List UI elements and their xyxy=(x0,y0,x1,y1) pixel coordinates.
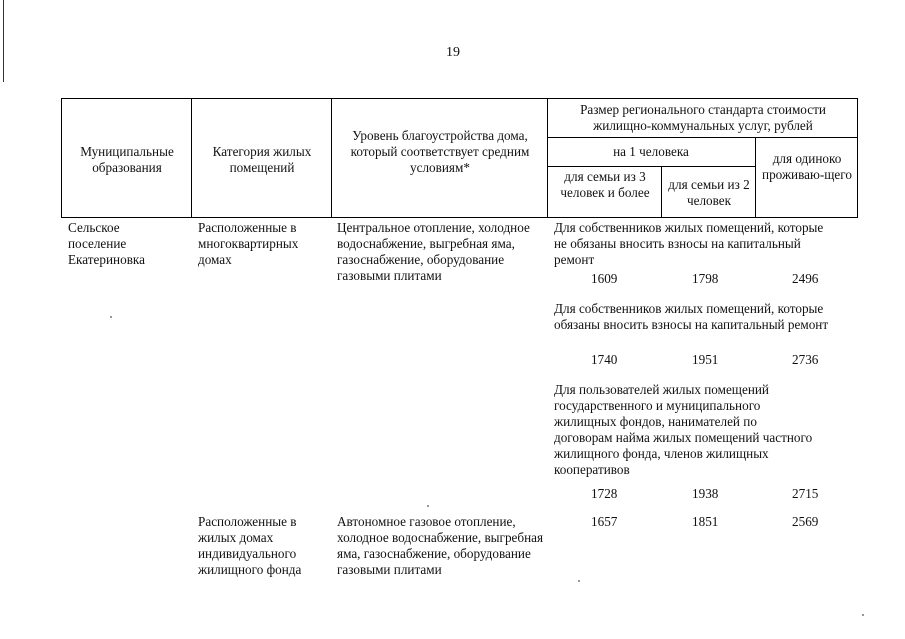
row2-value-family3: 1657 xyxy=(591,514,618,529)
header-category: Категория жилых помещений xyxy=(212,144,312,175)
row2-value-family2: 1851 xyxy=(692,514,719,529)
col-rule-4 xyxy=(661,166,662,217)
group1-label: Для собственников жилых помещений, которые не обязаны вносить взносы на капитальный ремонт xyxy=(554,220,824,267)
group2-value-single: 2736 xyxy=(792,352,819,367)
group1-value-family3: 1609 xyxy=(591,271,618,286)
col-rule-2 xyxy=(331,98,332,217)
header-standard-size: Размер регионального стандарта стоимости жилищно-коммунальных услуг, рублей xyxy=(580,102,826,133)
group2-value-family2: 1951 xyxy=(692,352,719,367)
header-comfort-level: Уровень благоустройства дома, который соответствует средним условиям* xyxy=(350,128,530,175)
row2-category: Расположенные в жилых домах индивидуального жилищного фонда xyxy=(198,514,302,577)
header-family-2: для семьи из 2 человек xyxy=(668,177,750,208)
row1-comfort: Центральное отопление, холодное водоснабжение, выгребная яма, газоснабжение, оборудование газовыми плитами xyxy=(337,220,530,283)
scan-speck xyxy=(110,316,112,318)
header-municipality: Муниципальные образования xyxy=(80,144,174,175)
col-rule-1 xyxy=(191,98,192,217)
group2-label: Для собственников жилых помещений, которые обязаны вносить взносы на капитальный ремонт xyxy=(554,301,829,332)
page-number: 19 xyxy=(446,45,460,60)
row1-municipality: Сельское поселение Екатериновка xyxy=(68,220,145,267)
scan-edge xyxy=(3,0,4,82)
table-border-top xyxy=(61,98,858,99)
group3-value-family3: 1728 xyxy=(591,486,618,501)
scan-speck xyxy=(578,580,580,582)
scan-speck xyxy=(862,614,864,616)
group1-value-single: 2496 xyxy=(792,271,819,286)
header-rule-2 xyxy=(547,166,755,167)
header-family-3: для семьи из 3 человек и более xyxy=(560,169,650,200)
row2-comfort: Автономное газовое отопление, холодное водоснабжение, выгребная яма, газоснабжение, оборудование газовыми плитами xyxy=(337,514,544,577)
row2-value-single: 2569 xyxy=(792,514,819,529)
group3-label: Для пользователей жилых помещений государственного и муниципального жилищных фондов, нанимателей по договорам найма жилых помещений частного жилищного фонда, членов жилищных кооперативов xyxy=(554,382,813,477)
group3-value-family2: 1938 xyxy=(692,486,719,501)
header-per-person: на 1 человека xyxy=(613,144,689,159)
group1-value-family2: 1798 xyxy=(692,271,719,286)
group3-value-single: 2715 xyxy=(792,486,819,501)
group2-value-family3: 1740 xyxy=(591,352,618,367)
header-single: для одиноко проживаю-щего xyxy=(762,151,852,182)
col-rule-5 xyxy=(755,137,756,217)
table-border-right xyxy=(857,98,858,217)
table-border-left xyxy=(61,98,62,217)
table-header-bottom xyxy=(61,217,858,218)
scan-speck xyxy=(427,505,429,507)
row1-category: Расположенные в многоквартирных домах xyxy=(198,220,299,267)
header-rule-1 xyxy=(547,137,858,138)
